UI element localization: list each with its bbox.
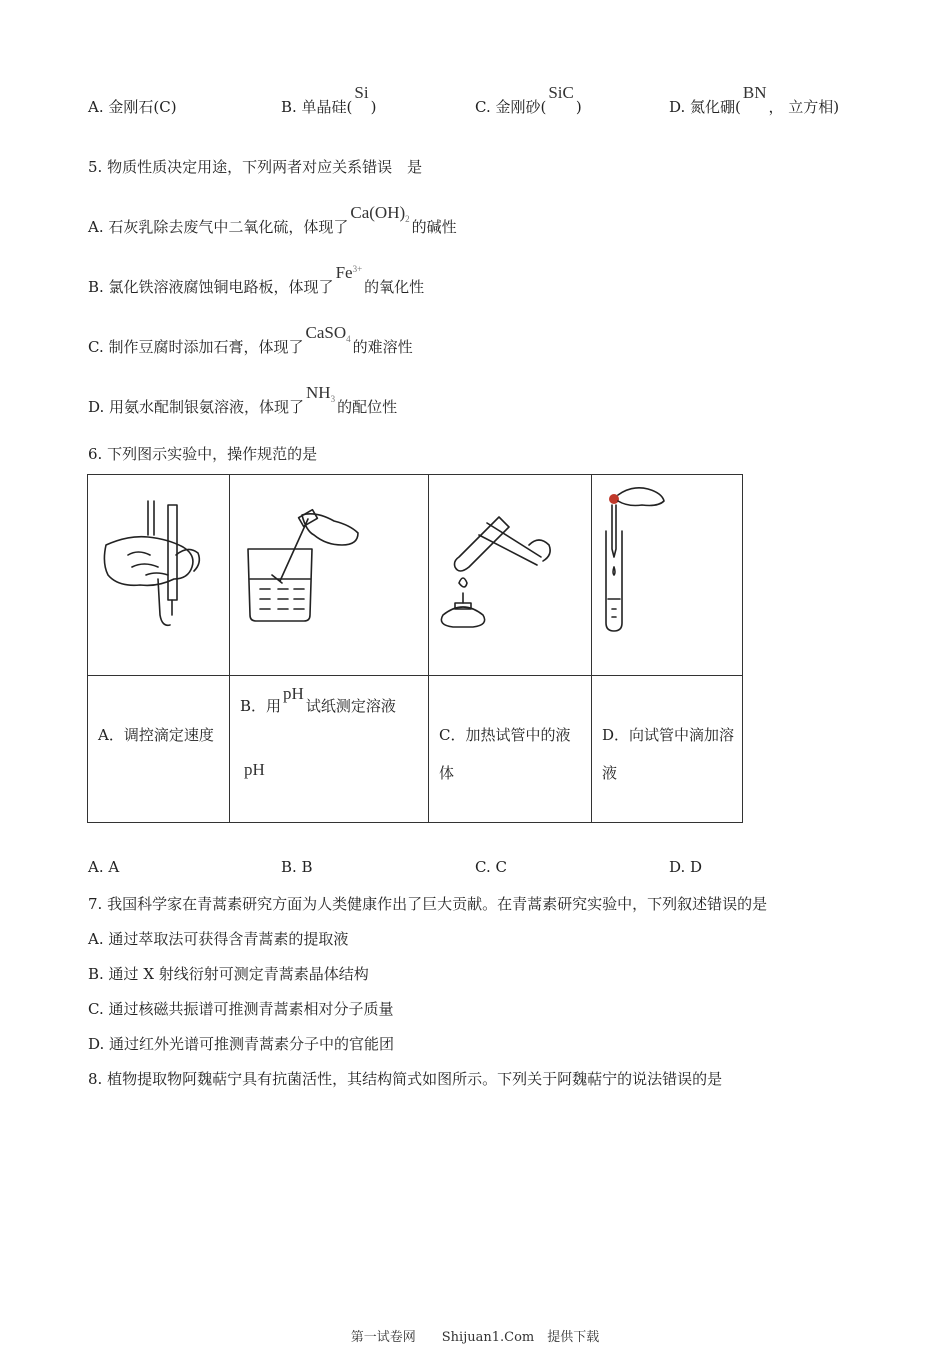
q6-caption-b-pre: B．用 <box>240 697 282 715</box>
q6-caption-b-ph: pH <box>244 760 265 779</box>
q6-caption-b-text <box>240 684 420 716</box>
q4-option-c-close: ) <box>575 98 582 116</box>
heating-tube-illustration <box>429 475 591 671</box>
q6-option-c: C. C <box>475 858 507 876</box>
q5-option-c-tail: 的难溶性 <box>352 338 413 356</box>
q6-options <box>88 858 868 898</box>
q5-option-a-text: A. 石灰乳除去废气中二氧化硫，体现了 <box>88 218 349 236</box>
q6-experiment-table <box>87 474 743 823</box>
q6-stem: 6. 下列图示实验中，操作规范的是 <box>88 445 318 463</box>
q6-caption-b <box>230 676 429 823</box>
q5-option-c <box>88 323 413 357</box>
q5-option-d <box>88 383 398 417</box>
q5-option-d-tail: 的配位性 <box>337 398 398 416</box>
q6-option-a: A. A <box>88 858 120 876</box>
formula-nh3 <box>306 383 335 402</box>
dropper-tube-illustration <box>592 475 742 671</box>
q7-option-c: C. 通过核磁共振谱可推测青蒿素相对分子质量 <box>88 1000 394 1018</box>
formula-caso4-sub: 4 <box>346 334 351 344</box>
formula-caoh2-sub: 2 <box>405 214 410 224</box>
q6-option-d: D. D <box>669 858 703 876</box>
q7-option-d: D. 通过红外光谱可推测青蒿素分子中的官能团 <box>88 1035 395 1053</box>
q5-stem: 5. 物质性质决定用途，下列两者对应关系错误 是 <box>88 158 423 176</box>
q6-image-c <box>429 475 592 676</box>
beaker-ph-illustration <box>230 475 428 671</box>
formula-caso4 <box>305 323 350 342</box>
formula-si: Si <box>354 83 369 102</box>
formula-nh3-sub: 3 <box>330 394 336 404</box>
q7-option-a: A. 通过萃取法可获得含青蒿素的提取液 <box>88 930 349 948</box>
q4-option-b <box>281 83 377 117</box>
q5-option-d-text: D. 用氨水配制银氨溶液，体现了 <box>88 398 305 416</box>
formula-sic: SiC <box>548 83 574 102</box>
q5-option-b-tail: 的氧化性 <box>364 278 425 296</box>
q4-option-b-text: B. 单晶硅( <box>281 98 353 116</box>
q6-caption-a <box>88 676 230 823</box>
q6-image-a <box>88 475 230 676</box>
q4-option-c <box>475 83 582 117</box>
formula-caoh2-main: Ca(OH) <box>350 203 406 222</box>
q4-option-d <box>669 83 840 117</box>
q6-image-d <box>592 475 743 676</box>
q4-options <box>88 83 868 136</box>
q6-caption-a-text: A．调控滴定速度 <box>98 726 214 744</box>
q6-option-b: B. B <box>281 858 313 876</box>
q5-option-b-text: B. 氯化铁溶液腐蚀铜电路板，体现了 <box>88 278 334 296</box>
q6-caption-c <box>429 676 592 823</box>
formula-fe3-main: Fe <box>335 263 353 282</box>
q4-option-d-close: ， 立方相) <box>768 98 840 116</box>
q4-option-a: A. 金刚石(C) <box>88 98 177 116</box>
q5-option-a <box>88 203 457 237</box>
q6-image-b <box>230 475 429 676</box>
q4-option-b-close: ) <box>370 98 377 116</box>
q5-option-c-text: C. 制作豆腐时添加石膏，体现了 <box>88 338 304 356</box>
burette-hand-illustration <box>88 475 229 671</box>
page-footer: 第一试卷网 Shijuan1.Com 提供下载 <box>350 1330 600 1345</box>
formula-nh3-main: NH <box>306 383 331 402</box>
formula-caoh2 <box>350 203 409 222</box>
q4-option-d-text: D. 氮化硼( <box>669 98 741 116</box>
q6-caption-d <box>592 676 743 823</box>
q7-option-b: B. 通过 X 射线衍射可测定青蒿素晶体结构 <box>88 965 369 983</box>
formula-bn: BN <box>742 83 767 102</box>
q6-caption-c-text: C．加热试管中的液体 <box>439 726 571 782</box>
formula-caso4-main: CaSO <box>305 323 347 342</box>
q5-option-a-tail: 的碱性 <box>411 218 457 236</box>
q6-caption-d-text: D．向试管中滴加溶液 <box>602 726 735 782</box>
formula-fe3 <box>336 263 363 282</box>
q6-caption-b-post: 试纸测定溶液 <box>305 697 396 715</box>
formula-fe3-sup: 3+ <box>352 264 363 274</box>
q4-option-c-text: C. 金刚砂( <box>475 98 547 116</box>
formula-ph: pH <box>283 684 304 703</box>
q7-stem: 7. 我国科学家在青蒿素研究方面为人类健康作出了巨大贡献。在青蒿素研究实验中，下列叙述错误的是 <box>88 895 768 913</box>
q5-option-b <box>88 263 425 297</box>
q8-stem: 8. 植物提取物阿魏萜宁具有抗菌活性，其结构简式如图所示。下列关于阿魏萜宁的说法错误的是 <box>88 1070 723 1088</box>
